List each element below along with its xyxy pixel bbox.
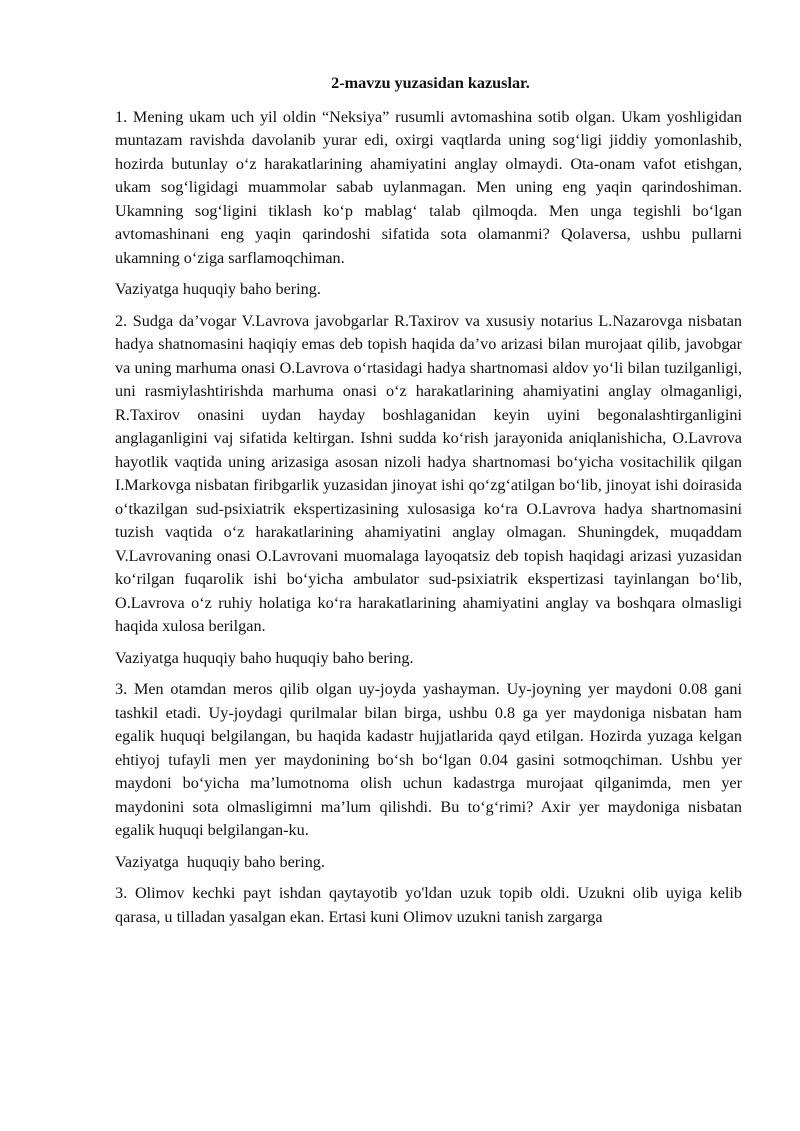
- case-2-task: Vaziyatga huquqiy baho huquqiy baho bering.: [115, 648, 414, 667]
- document-title: 2-mavzu yuzasidan kazuslar.: [331, 74, 530, 92]
- case-4-text: 3. Olimov kechki payt ishdan qaytayotib yo'ldan uzuk topib oldi. Uzukni olib uyiga kelib qarasa, u tilladan yasalgan ekan. Ertasi kuni Olimov uzukni tanish zargarga: [115, 884, 742, 926]
- case-1-task: Vaziyatga huquqiy baho bering.: [115, 280, 321, 298]
- case-1-text: 1. Mening ukam uch yil oldin “Neksiya” rusumli avtomashina sotib olgan. Ukam yoshligidan muntazam ravishda davolanib yurar edi, oxirgi vaqtlarda uning sog‘ligi jiddiy yomonlashib, hozirda butunlay o‘z harakatlarining ahamiyatini anglay olmaydi. Ota-onam vafot etishgan, ukam sog‘ligidagi muammolar sabab uylanmagan. Men uning eng yaqin qarindoshiman. Ukamning sog‘ligini tiklash ko‘p mablag‘ talab qilmoqda. Men unga tegishli bo‘lgan avtomashinani eng yaqin qarindoshi sifatida sota olamanmi? Qolaversa, ushbu pullarni ukamning o‘ziga sarflamoqchiman.: [115, 107, 742, 267]
- document-page: [115, 72, 742, 937]
- case-2-text: 2. Sudga da’vogar V.Lavrova javobgarlar R.Taxirov va xususiy notarius L.Nazarovga nisbatan hadya shatnomasini haqiqiy emas deb topish haqida da’vo arizasi bilan murojaat qilib, javobgar va uning marhuma onasi O.Lavrova o‘rtasidagi hadya shartnomasi aldov yo‘li bilan tuzilganligi, uni rasmiylashtirishda marhuma onasi o‘z harakatlarining ahamiyatini anglay olmaganligi, R.Taxirov onasini uydan hayday boshlaganidan keyin uyini begonalashtirganligini anglaganligini vaj sifatida keltirgan. Ishni sudda ko‘rish jarayonida aniqlanishicha, O.Lavrova hayotlik vaqtida uning arizasiga asosan nizoli hadya shartnomasi bo‘yicha vositachilik qilgan I.Markovga nisbatan firibgarlik yuzasidan jinoyat ishi qo‘zg‘atilgan bo‘lib, jinoyat ishi doirasida o‘tkazilgan sud-psixiatrik ekspertizasining xulosasiga ko‘ra O.Lavrova hadya shartnomasini tuzish vaqtida o‘z harakatlarining ahamiyatini anglay olmagan. Shuningdek, muqaddam V.Lavrovaning onasi O.Lavrovani muomalaga layoqatsiz deb topish haqidagi arizasi yuzasidan ko‘rilgan fuqarolik ishi bo‘yicha ambulator sud-psixiatrik ekspertizasi tayinlangan bo‘lib, O.Lavrova o‘z ruhiy holatiga ko‘ra harakatlarining ahamiyatini anglay va boshqara olmasligi haqida xulosa berilgan.: [115, 311, 742, 635]
- case-3-text: 3. Men otamdan meros qilib olgan uy-joyda yashayman. Uy-joyning yer maydoni 0.08 gani tashkil etadi. Uy-joydagi qurilmalar bilan birga, ushbu 0.8 ga yer maydoniga nisbatan ham egalik huquqi belgilangan, bu haqida kadastr hujjatlarida qayd etilgan. Hozirda yuzaga kelgan ehtiyoj tufayli men yer maydonining bo‘sh bo‘lgan 0.04 gasini sotmoqchiman. Ushbu yer maydoni bo‘yicha ma’lumotnoma olish uchun kadastrga murojaat qilganimda, men yer maydonini sota olmasligimni ma’lum qilishdi. Bu to‘g‘rimi? Axir yer maydoniga nisbatan egalik huquqi belgilangan-ku.: [115, 680, 742, 839]
- case-3-task: Vaziyatga huquqiy baho bering.: [115, 852, 325, 871]
